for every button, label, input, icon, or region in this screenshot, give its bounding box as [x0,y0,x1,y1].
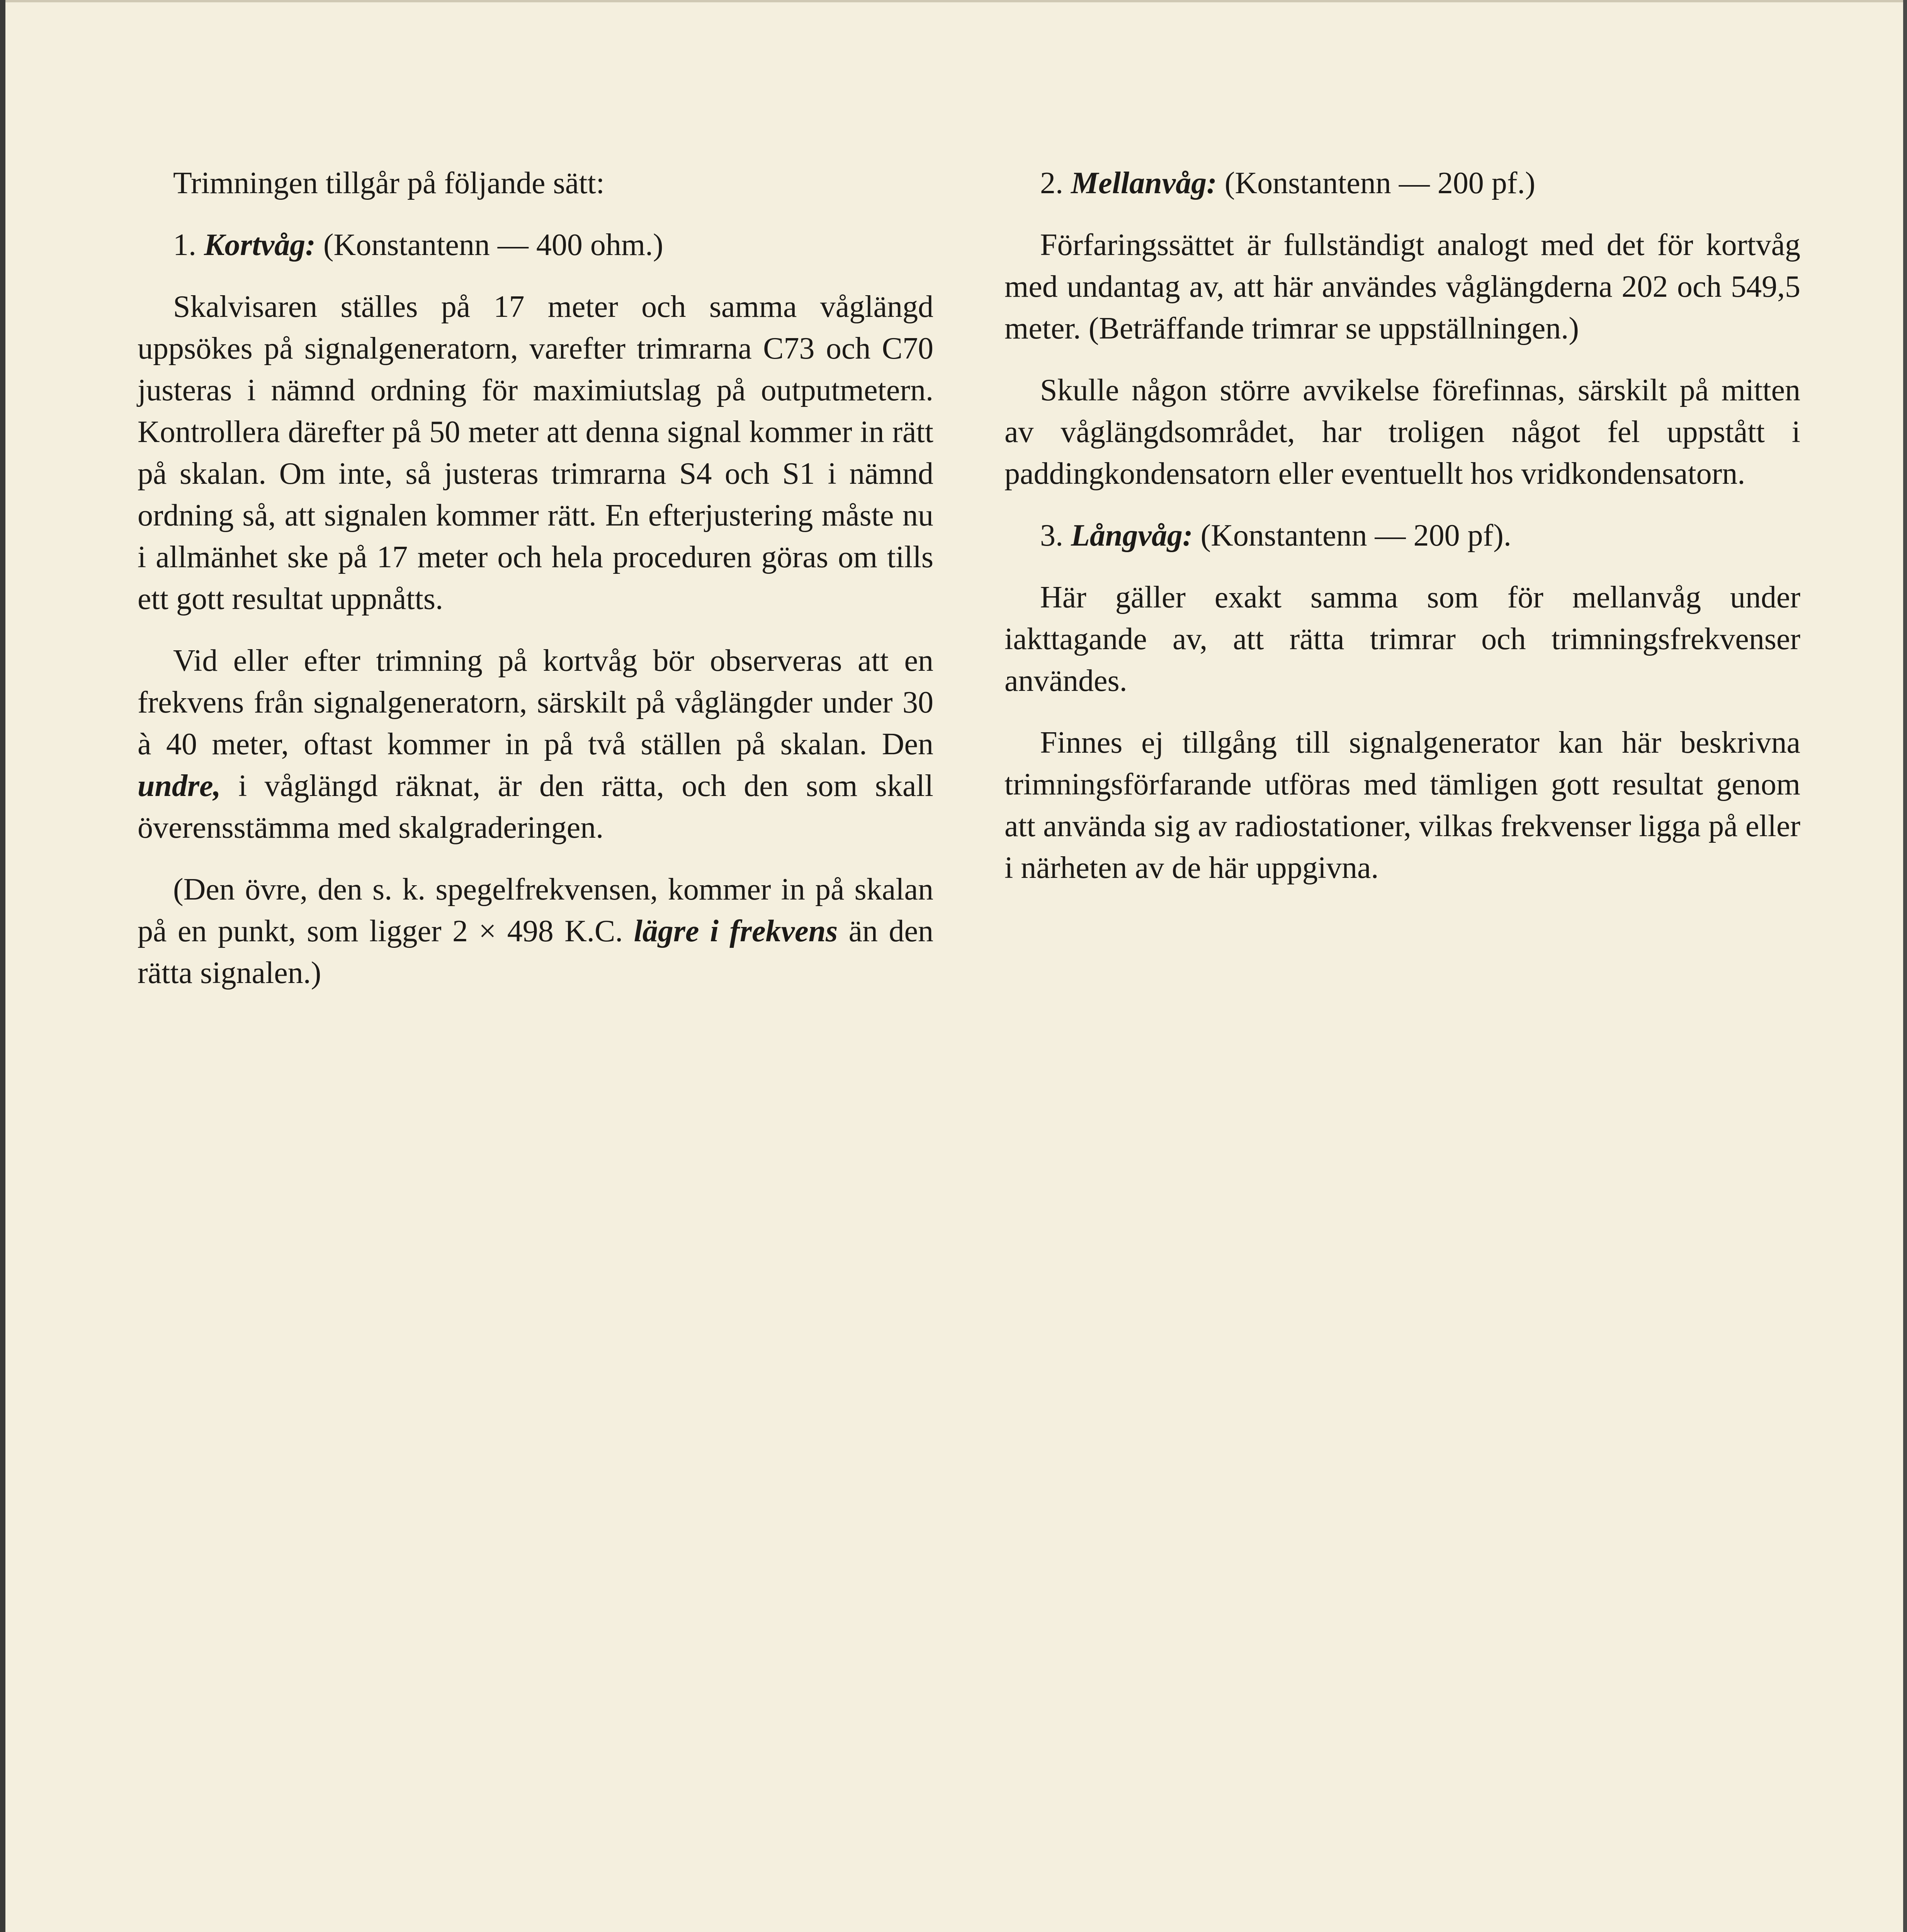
section2-number: 2. [1040,166,1063,200]
left-paragraph-3-emphasis: lägre i frekvens [634,914,838,948]
left-paragraph-1: Skalvisaren ställes på 17 meter och samma våglängd uppsökes på signalgeneratorn, varefter trimrarna C73 och C70 justeras i nämnd ordning för maximiutslag på outputmetern. Kontrollera därefter på 50 meter att denna signal kommer in rätt på skalan. Om inte, så justeras trimrarna S4 och S1 i nämnd ordning så, att signalen kommer rätt. En efterjustering måste nu i allmänhet ske på 17 meter och hela proceduren göras om tills ett gott resultat uppnåtts. [138,290,933,616]
page-edge-top [0,0,1907,2]
section3-title: Långvåg: [1071,519,1193,553]
right-paragraph-3: Här gäller exakt samma som för mellanvåg under iakttagande av, att rätta trimrar och trimningsfrekvenser användes. [1004,580,1800,698]
left-paragraph-2-start: Vid eller efter trimning på kortvåg bör observeras att en frekvens från signalgeneratorn, särskilt på våglängder under 30 à 40 meter, oftast kommer in på två ställen på skalan. Den [138,644,933,761]
section1-note: (Konstantenn — 400 ohm.) [323,228,663,262]
section3-note: (Konstantenn — 200 pf). [1200,519,1511,553]
right-paragraph-1: Förfaringssättet är fullständigt analogt med det för kortvåg med undantag av, att här användes våglängderna 202 och 549,5 meter. (Beträffande trimrar se uppställningen.) [1004,228,1800,345]
left-paragraph-3-end: än den rätta signalen.) [138,914,934,990]
section1-number: 1. [173,228,196,262]
intro-text: Trimningen tillgår på följande sätt: [173,166,605,200]
left-paragraph-2-end: i våglängd räknat, är den rätta, och den som skall överensstämma med skalgraderingen. [138,769,934,845]
intro-paragraph [138,162,933,204]
section3-number: 3. [1040,519,1063,553]
left-paragraph-3-start: (Den övre, den s. k. spegelfrekvensen, kommer in på skalan på en punkt, som ligger 2 × 498 K.C. [138,872,933,948]
left-paragraph-3 [138,869,933,994]
section2-title: Mellanvåg: [1071,166,1217,200]
left-paragraph-2 [138,640,933,849]
page-edge-right [1903,0,1907,1932]
section2-heading [1004,162,1800,204]
left-paragraph-2-emphasis: undre, [138,769,221,803]
right-column [1004,162,1800,909]
section3-heading [1004,515,1800,556]
right-paragraph-2: Skulle någon större avvikelse förefinnas, särskilt på mitten av våglängdsområdet, har troligen något fel uppstått i paddingkondensatorn eller eventuellt hos vridkondensatorn. [1004,373,1800,491]
page-edge-left [0,0,5,1932]
left-column [138,162,933,1014]
section1-title: Kortvåg: [204,228,316,262]
right-paragraph-4: Finnes ej tillgång till signalgenerator kan här beskrivna trimningsförfarande utföras med tämligen gott resultat genom att använda sig av radiostationer, vilkas frekvenser ligga på eller i närheten av de här uppgivna. [1004,726,1800,885]
section2-note: (Konstantenn — 200 pf.) [1224,166,1536,200]
section1-heading [138,224,933,266]
